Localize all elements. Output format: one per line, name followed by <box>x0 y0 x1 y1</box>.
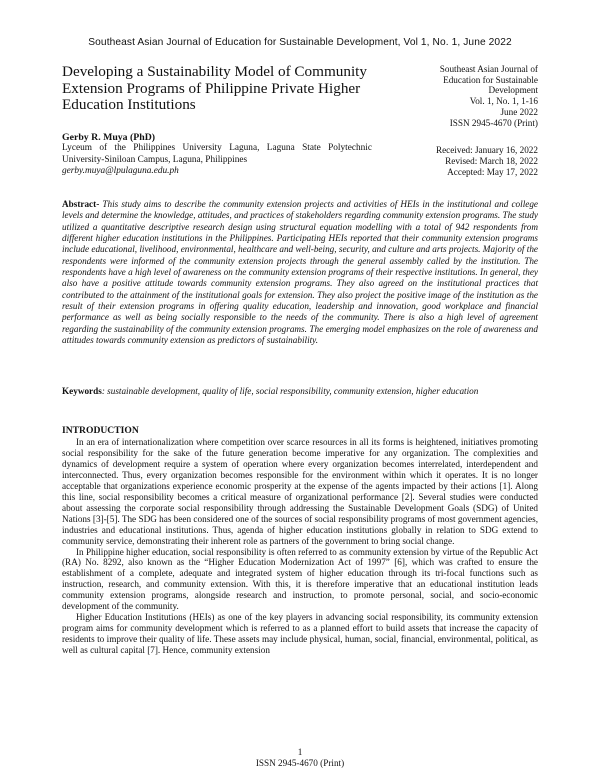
journal-date: June 2022 <box>500 106 538 117</box>
section-heading-introduction: INTRODUCTION <box>62 425 139 436</box>
author-name: Gerby R. Muya (PhD) <box>62 132 156 143</box>
abstract-label: Abstract- <box>62 199 100 209</box>
journal-volume: Vol. 1, No. 1, 1-16 <box>469 96 538 107</box>
abstract-text: This study aims to describe the community extension projects and activities of HEIs in the institutional and college levels and determine the knowledge, attitudes, and practices of stakeholders regarding community extension programs. The study utilized a quantitative descriptive research design using structural equation modelling with a total of 942 respondents from different higher education institutions in the Philippines. Participating HEIs reported that their community extension programs include educational, livelihood, environmental, healthcare and well-being, security, and culture and arts projects. Majority of the respondents were informed of the community extension projects through the general assembly called by the institution. The respondents have a high level of awareness on the community extension programs of their respective institutions. In general, they also have a positive attitude towards community extension programs. They also agreed on the institutional practices that contributed to the attainment of the institutional goals for extension. They also project the positive image of the institution as the result of their extension programs in offering quality education, leadership and innovation, good workplace and financial performance as well as being socially responsible to the needs of the community. There is also a high level of agreement regarding the sustainability of the community extension programs. The emerging model emphasizes on the role of awareness and attitudes towards community extension as predictors of sustainability. <box>62 199 538 346</box>
journal-info-line: Education for Sustainable <box>443 74 538 85</box>
journal-info-line: Southeast Asian Journal of <box>439 64 538 74</box>
revised-date: Revised: March 18, 2022 <box>445 155 538 166</box>
author-block <box>62 132 372 178</box>
introduction-body <box>62 437 538 656</box>
abstract <box>62 199 538 346</box>
paper-title: Developing a Sustainability Model of Community Extension Programs of Philippine Private Higher Education Institutions <box>62 63 367 113</box>
paragraph: In Philippine higher education, social responsibility is often referred to as community extension by virtue of the Republic Act (RA) No. 8292, also known as the “Higher Education Modernization Act of 1997” [6], which was crafted to ensure the establishment of a complete, adequate and integrated system of higher education through its tri-focal functions such as instruction, research, and community extension. With this, it is therefore imperative that an educational institution leads community extension programs, alongside research and instruction, to promote personal, social, and socio-economic development of the community. <box>62 546 538 612</box>
page-number: 1 <box>297 747 303 757</box>
author-affiliation: Lyceum of the Philippines University Laguna, Laguna State Polytechnic University-Siniloan Campus, Laguna, Philippines <box>62 143 372 165</box>
keywords <box>62 386 538 397</box>
accepted-date: Accepted: May 17, 2022 <box>447 166 538 177</box>
received-date: Received: January 16, 2022 <box>435 145 538 155</box>
running-head: Southeast Asian Journal of Education for Sustainable Development, Vol 1, No. 1, June 2022 <box>88 37 512 48</box>
author-email[interactable]: gerby.muya@lpulaguna.edu.ph <box>62 166 179 177</box>
journal-issn: ISSN 2945-4670 (Print) <box>449 117 538 128</box>
keywords-text: : sustainable development, quality of life, social responsibility, community extension, higher education <box>101 386 479 396</box>
paragraph: Higher Education Institutions (HEIs) as one of the key players in advancing social responsibility, its community extension program aims for community development which is referred to as a planned effort to build assets that increase the capacity of residents to improve their quality of life. These assets may include physical, human, social, financial, environmental, political, as well as cultural capital [7]. Hence, community extension <box>62 612 538 656</box>
keywords-label: Keywords <box>62 386 102 396</box>
journal-info-line: Development <box>488 85 538 96</box>
journal-info <box>405 64 538 128</box>
article-dates <box>390 145 538 177</box>
footer-issn: ISSN 2945-4670 (Print) <box>255 758 345 768</box>
paragraph: In an era of internationalization where competition over scarce resources in all its forms is heightened, initiatives promoting social responsibility for the sake of the future generation become imperative for any organization. The complexities and dynamics of development require a system of operation where every organization becomes interrelated, interdependent and interconnected. Thus, every organization becomes responsible for the environment within which it operates. It is no longer acceptable that organizations experience economic prosperity at the expense of the agents impacted by their actions [1]. Along this line, social responsibility becomes a critical measure of organizational performance [2]. Several studies were conducted about assessing the corporate social responsibility through addressing the Sustainable Development Goals (SDG) of United Nations [3]-[5]. The SDG has been considered one of the sources of social responsibility programs of most government agencies, industries and educational institutions. Thus, agenda of higher education institutions globally in relation to SDG extend to community service, demonstrating their inherent role as partners of the government to bring social change. <box>62 437 538 546</box>
